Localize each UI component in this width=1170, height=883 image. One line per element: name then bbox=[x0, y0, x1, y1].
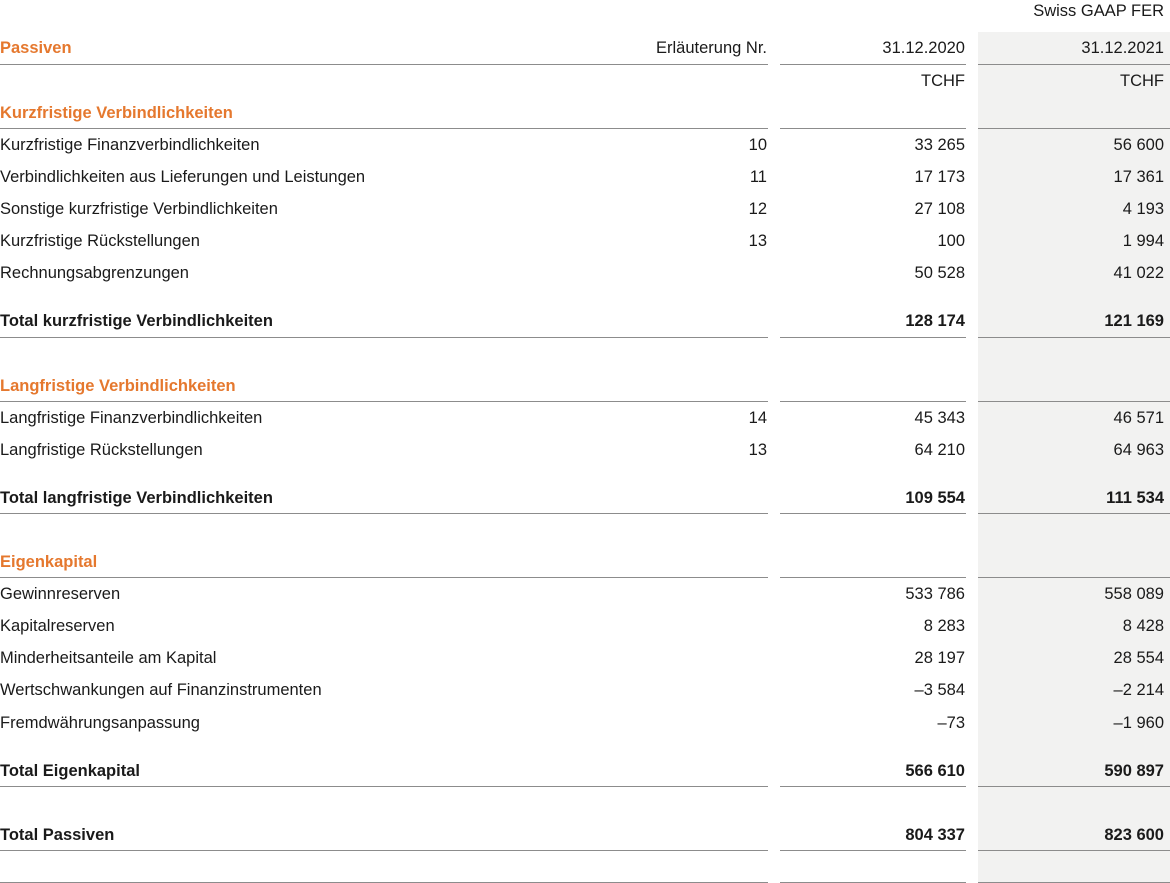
divider bbox=[0, 128, 768, 129]
row-value-2021: 1 994 bbox=[1122, 232, 1164, 250]
row-value-2020: 64 210 bbox=[914, 441, 965, 459]
row-value-2021: –1 960 bbox=[1113, 714, 1164, 732]
divider bbox=[978, 401, 1170, 402]
divider bbox=[780, 337, 966, 338]
divider bbox=[0, 513, 768, 514]
divider bbox=[780, 64, 966, 65]
divider bbox=[0, 401, 768, 402]
divider bbox=[978, 64, 1170, 65]
total-label: Total kurzfristige Verbindlichkeiten bbox=[0, 312, 273, 330]
row-label: Verbindlichkeiten aus Lieferungen und Leistungen bbox=[0, 168, 366, 186]
divider bbox=[0, 577, 768, 578]
row-value-2021: 8 428 bbox=[1122, 617, 1164, 635]
row-value-2020: 533 786 bbox=[905, 585, 965, 603]
row-label: Langfristige Rückstellungen bbox=[0, 441, 203, 459]
total-value-2020: 128 174 bbox=[905, 312, 965, 330]
row-value-2020: 17 173 bbox=[914, 168, 965, 186]
row-label: Gewinnreserven bbox=[0, 585, 121, 603]
section-title-langfristig: Langfristige Verbindlichkeiten bbox=[0, 377, 236, 395]
row-value-2021: 41 022 bbox=[1113, 264, 1164, 282]
row-value-2020: –73 bbox=[937, 714, 965, 732]
unit-2020: TCHF bbox=[921, 72, 965, 90]
divider bbox=[0, 337, 768, 338]
divider bbox=[978, 850, 1170, 851]
row-value-2020: 100 bbox=[937, 232, 965, 250]
row-value-2021: –2 214 bbox=[1113, 681, 1164, 699]
row-label: Langfristige Finanzverbindlichkeiten bbox=[0, 409, 263, 427]
divider bbox=[780, 786, 966, 787]
divider bbox=[0, 850, 768, 851]
divider bbox=[978, 577, 1170, 578]
total-value-2021: 121 169 bbox=[1104, 312, 1164, 330]
column-header-2020: 31.12.2020 bbox=[882, 39, 965, 57]
row-label: Kapitalreserven bbox=[0, 617, 115, 635]
row-value-2020: 45 343 bbox=[914, 409, 965, 427]
divider bbox=[978, 128, 1170, 129]
row-label: Kurzfristige Rückstellungen bbox=[0, 232, 200, 250]
divider bbox=[0, 64, 768, 65]
row-label: Rechnungsabgrenzungen bbox=[0, 264, 189, 282]
divider bbox=[978, 513, 1170, 514]
page-title: Passiven bbox=[0, 39, 72, 57]
row-label: Sonstige kurzfristige Verbindlichkeiten bbox=[0, 200, 278, 218]
row-note: 11 bbox=[749, 168, 767, 186]
row-note: 13 bbox=[748, 232, 767, 250]
row-label: Kurzfristige Finanzverbindlichkeiten bbox=[0, 136, 260, 154]
divider bbox=[0, 786, 768, 787]
row-value-2021: 46 571 bbox=[1113, 409, 1164, 427]
row-value-2021: 28 554 bbox=[1113, 649, 1164, 667]
accounting-standard: Swiss GAAP FER bbox=[1033, 2, 1164, 20]
row-value-2020: 50 528 bbox=[914, 264, 965, 282]
total-value-2021: 111 534 bbox=[1106, 489, 1164, 507]
total-label: Total Eigenkapital bbox=[0, 762, 140, 780]
total-value-2020: 566 610 bbox=[905, 762, 965, 780]
section-title-eigenkapital: Eigenkapital bbox=[0, 553, 98, 571]
unit-2021: TCHF bbox=[1120, 72, 1164, 90]
divider bbox=[780, 577, 966, 578]
row-value-2020: 8 283 bbox=[923, 617, 965, 635]
row-note: 14 bbox=[748, 409, 767, 427]
divider bbox=[780, 401, 966, 402]
row-label: Minderheitsanteile am Kapital bbox=[0, 649, 217, 667]
row-value-2020: 27 108 bbox=[914, 200, 965, 218]
divider bbox=[780, 513, 966, 514]
row-value-2021: 558 089 bbox=[1104, 585, 1164, 603]
grand-total-value-2021: 823 600 bbox=[1104, 826, 1164, 844]
section-title-kurzfristig: Kurzfristige Verbindlichkeiten bbox=[0, 104, 233, 122]
row-value-2020: 33 265 bbox=[914, 136, 965, 154]
row-value-2020: –3 584 bbox=[914, 681, 965, 699]
row-value-2021: 17 361 bbox=[1113, 168, 1164, 186]
row-note: 12 bbox=[748, 200, 767, 218]
divider bbox=[780, 850, 966, 851]
row-value-2021: 64 963 bbox=[1113, 441, 1164, 459]
grand-total-label: Total Passiven bbox=[0, 826, 115, 844]
divider bbox=[978, 337, 1170, 338]
row-value-2021: 4 193 bbox=[1122, 200, 1164, 218]
note-header: Erläuterung Nr. bbox=[656, 39, 767, 57]
row-value-2020: 28 197 bbox=[914, 649, 965, 667]
total-value-2021: 590 897 bbox=[1104, 762, 1164, 780]
row-label: Wertschwankungen auf Finanzinstrumenten bbox=[0, 681, 322, 699]
row-value-2021: 56 600 bbox=[1113, 136, 1164, 154]
total-label: Total langfristige Verbindlichkeiten bbox=[0, 489, 273, 507]
row-note: 10 bbox=[748, 136, 767, 154]
row-note: 13 bbox=[748, 441, 767, 459]
grand-total-value-2020: 804 337 bbox=[905, 826, 965, 844]
total-value-2020: 109 554 bbox=[905, 489, 965, 507]
divider bbox=[780, 128, 966, 129]
column-header-2021: 31.12.2021 bbox=[1081, 39, 1164, 57]
divider bbox=[978, 786, 1170, 787]
row-label: Fremdwährungsanpassung bbox=[0, 714, 200, 732]
